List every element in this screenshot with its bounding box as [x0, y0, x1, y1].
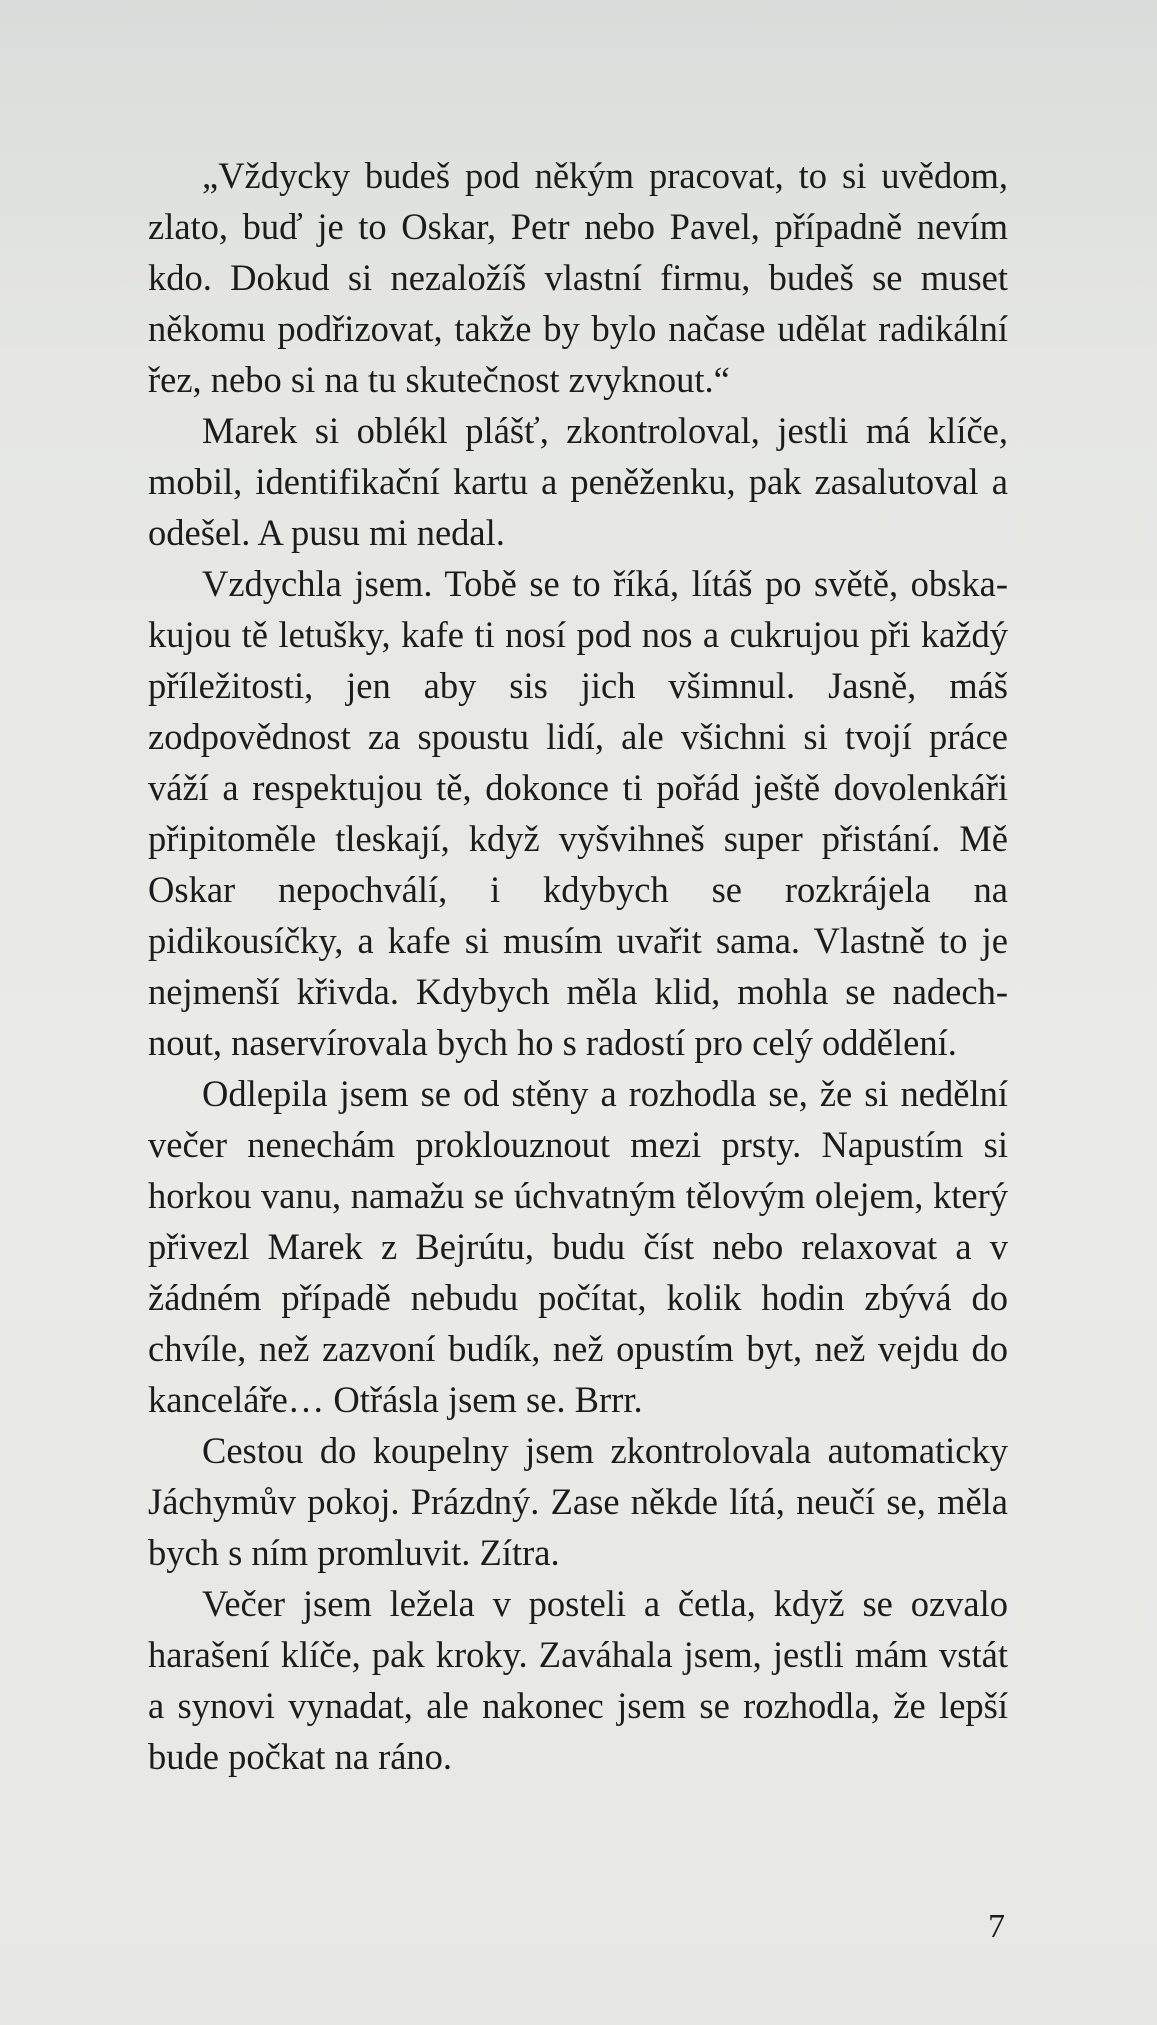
page-text: [148, 150, 1008, 1782]
paragraph-4: Odlepila jsem se od stěny a rozhodla se, že si nedělní večer nenechám proklouznout mezi prsty. Napustím si horkou vanu, namažu se úchvatným tělovým olejem, který přivezl Marek z Bejrútu, budu číst nebo relaxovat a v žádném případě nebudu počítat, kolik hodin zbývá do chvíle, než zazvoní budík, než opustím byt, než vejdu do kanceláře… Otřásla jsem se. Brrr.: [148, 1073, 1008, 1420]
paragraph-5: Cestou do koupelny jsem zkontrolovala automaticky Jáchymův pokoj. Prázdný. Zase někde lítá, neučí se, měla bych s ním promluvit. Zítra.: [148, 1430, 1008, 1573]
paragraph-6: Večer jsem ležela v posteli a četla, když se ozvalo harašení klíče, pak kroky. Zaváhala jsem, jestli mám vstát a synovi vynadat, ale nakonec jsem se rozhodla, že lepší bude počkat na ráno.: [148, 1583, 1008, 1777]
paragraph-2: Marek si oblékl plášť, zkontroloval, jestli má klíče, mobil, identifikační kartu a peněženku, pak zasalutoval a odešel. A pusu mi nedal.: [148, 410, 1008, 553]
paragraph-3: Vzdychla jsem. Tobě se to říká, lítáš po světě, obskakujou tě letušky, kafe ti nosí pod nos a cukrujou při každý příležitosti, jen aby sis jich všimnul. Jasně, máš zodpovědnost za spoustu lidí, ale všichni si tvojí práce váží a respektujou tě, dokonce ti pořád ještě dovolenkáři připitoměle tleskají, když vyšvihneš super přistání. Mě Oskar nepochválí, i kdybych se rozkrájela na pidikousíčky, a kafe si musím uvařit sama. Vlastně to je nejmenší křivda. Kdybych měla klid, mohla se nadechnout, naservírovala bych ho s radostí pro celý oddělení.: [148, 563, 1008, 1063]
paragraph-1: „Vždycky budeš pod někým pracovat, to si uvědom, zlato, buď je to Oskar, Petr nebo Pavel, případně nevím kdo. Dokud si nezaložíš vlastní firmu, budeš se muset někomu podřizovat, takže by bylo načase udělat radikální řez, nebo si na tu skutečnost zvyknout.“: [148, 155, 1008, 400]
page-number: 7: [988, 1908, 1005, 1945]
